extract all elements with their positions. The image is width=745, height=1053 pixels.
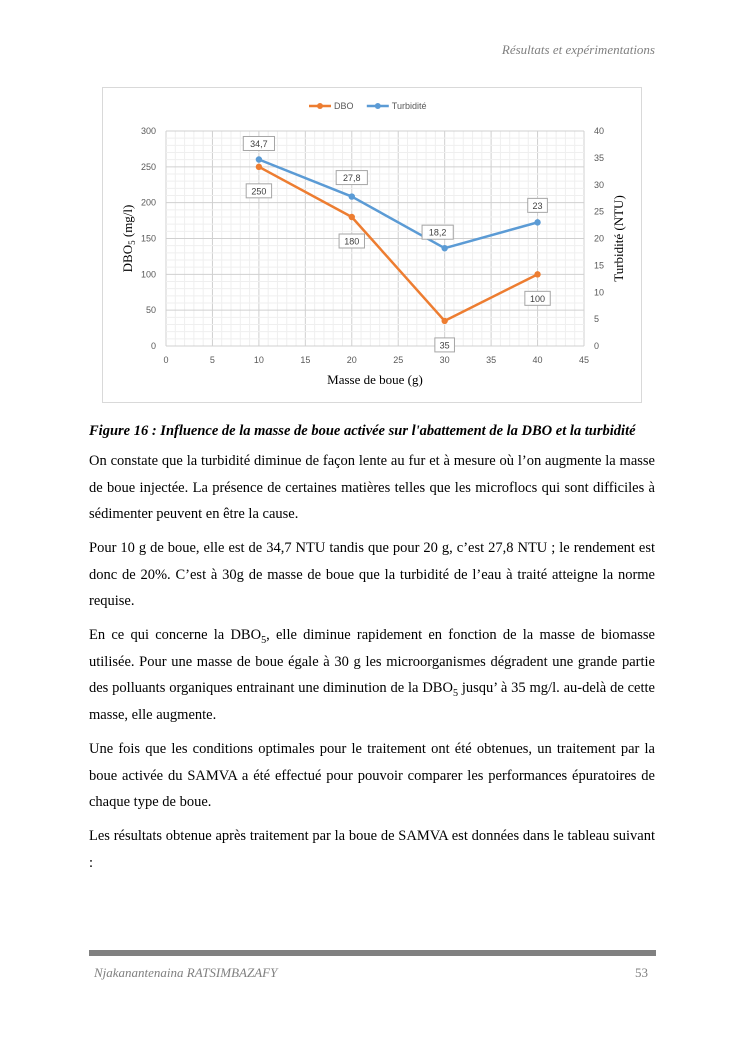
data-label-dbo: 100: [530, 293, 546, 304]
data-point-dbo: [534, 271, 540, 277]
y-axis-title: [120, 205, 137, 273]
data-label-dbo: 35: [439, 340, 450, 351]
footer-divider: [89, 950, 656, 956]
paragraph-1: On constate que la turbidité diminue de façon lente au fur et à mesure où l’on augmente la masse de boue injectée. La présence de certaines matières telles que les microflocs qui sont difficiles à sédimenter peuvent en être la cause.: [89, 453, 655, 522]
p3-text-a: En ce qui concerne la DBO: [89, 627, 262, 643]
footer-author: Njakanantenaina RATSIMBAZAFY: [94, 965, 278, 980]
y2-tick-label: 15: [594, 260, 605, 271]
x-tick-label: 20: [346, 355, 357, 365]
data-label-turbidite: 27,8: [343, 173, 361, 184]
data-point-dbo: [441, 318, 447, 324]
y-axis-title-unit: (mg/l): [120, 204, 135, 241]
data-point-turbidite: [441, 245, 447, 251]
data-label-turbidite: 34,7: [250, 138, 268, 149]
legend-label-turbidite: Turbidité: [391, 101, 427, 111]
x-tick-label: 35: [486, 355, 497, 365]
x-tick-label: 0: [163, 355, 169, 365]
x-tick-label: 45: [578, 355, 590, 365]
y2-tick-label: 35: [594, 152, 605, 163]
dbo-turbidity-chart: [103, 88, 643, 404]
running-header: Résultats et expérimentations: [501, 42, 655, 57]
x-tick-label: 30: [439, 355, 450, 365]
y2-tick-label: 20: [594, 233, 605, 244]
paragraph-3: [89, 622, 655, 728]
y2-tick-label: 30: [594, 179, 605, 190]
data-label-turbidite: 18,2: [428, 227, 447, 238]
x-axis-title: Masse de boue (g): [327, 372, 423, 387]
figure-caption: Figure 16 : Influence de la masse de boue activée sur l'abattement de la DBO et la turbidité: [89, 423, 636, 439]
paragraph-2: Pour 10 g de boue, elle est de 34,7 NTU tandis que pour 20 g, c’est 27,8 NTU ; le rendement est donc de 20%. C’est à 30g de masse de boue que la turbidité de l’eau à traité atteigne la norme requise.: [89, 540, 655, 609]
y-tick-label: 200: [140, 197, 156, 208]
y2-tick-label: 10: [594, 287, 605, 298]
y-tick-label: 300: [140, 126, 156, 136]
chart-container: [102, 87, 642, 403]
y-tick-label: 50: [145, 305, 156, 316]
data-point-dbo: [349, 214, 355, 220]
y2-tick-label: 5: [594, 314, 600, 325]
p3-subscript-1: 5: [261, 634, 267, 646]
y2-tick-label: 0: [594, 341, 600, 351]
data-label-dbo: 180: [344, 236, 360, 247]
p3-subscript-2: 5: [452, 687, 459, 699]
data-label-turbidite: 23: [532, 200, 543, 211]
legend-marker-turbidite: [375, 103, 381, 109]
data-point-turbidite: [349, 193, 355, 199]
paragraph-4: Une fois que les conditions optimales pour le traitement ont été obtenues, un traitement par la boue activée du SAMVA a été effectué pour pouvoir comparer les performances épuratoires de chaque type de boue.: [89, 741, 655, 810]
y-axis-title-subscript: 5: [127, 240, 137, 245]
x-tick-label: 10: [253, 355, 264, 365]
y-tick-label: 150: [140, 233, 156, 244]
data-point-turbidite: [256, 156, 262, 162]
data-label-dbo: 250: [251, 186, 267, 197]
legend-label-dbo: DBO: [334, 101, 354, 111]
p3-text-c: jusqu’ à 35 mg/l. au-delà de cette masse, elle augmente.: [89, 680, 655, 723]
x-tick-label: 40: [532, 355, 543, 365]
y2-tick-label: 40: [594, 126, 605, 136]
y-tick-label: 250: [140, 161, 156, 172]
data-point-turbidite: [534, 219, 540, 225]
p3-text-b: , elle diminue rapidement en fonction de la masse de biomasse utilisée. Pour une masse de boue égale à 30 g les microorganismes dégradent une grande partie des polluants organiques entrainant une diminution de la DBO: [89, 627, 655, 696]
y2-axis-title: Turbidité (NTU): [611, 195, 626, 282]
legend-marker-dbo: [317, 103, 323, 109]
x-tick-label: 5: [209, 355, 215, 365]
y2-tick-label: 25: [594, 206, 605, 217]
y-axis-title-main: DBO: [120, 244, 135, 273]
y-tick-label: 0: [150, 341, 156, 351]
x-tick-label: 15: [300, 355, 311, 365]
page-number: 53: [635, 965, 648, 980]
data-point-dbo: [256, 164, 262, 170]
paragraph-5: Les résultats obtenue après traitement par la boue de SAMVA est données dans le tableau suivant :: [89, 828, 655, 871]
x-tick-label: 25: [393, 355, 404, 365]
y-tick-label: 100: [140, 269, 156, 280]
